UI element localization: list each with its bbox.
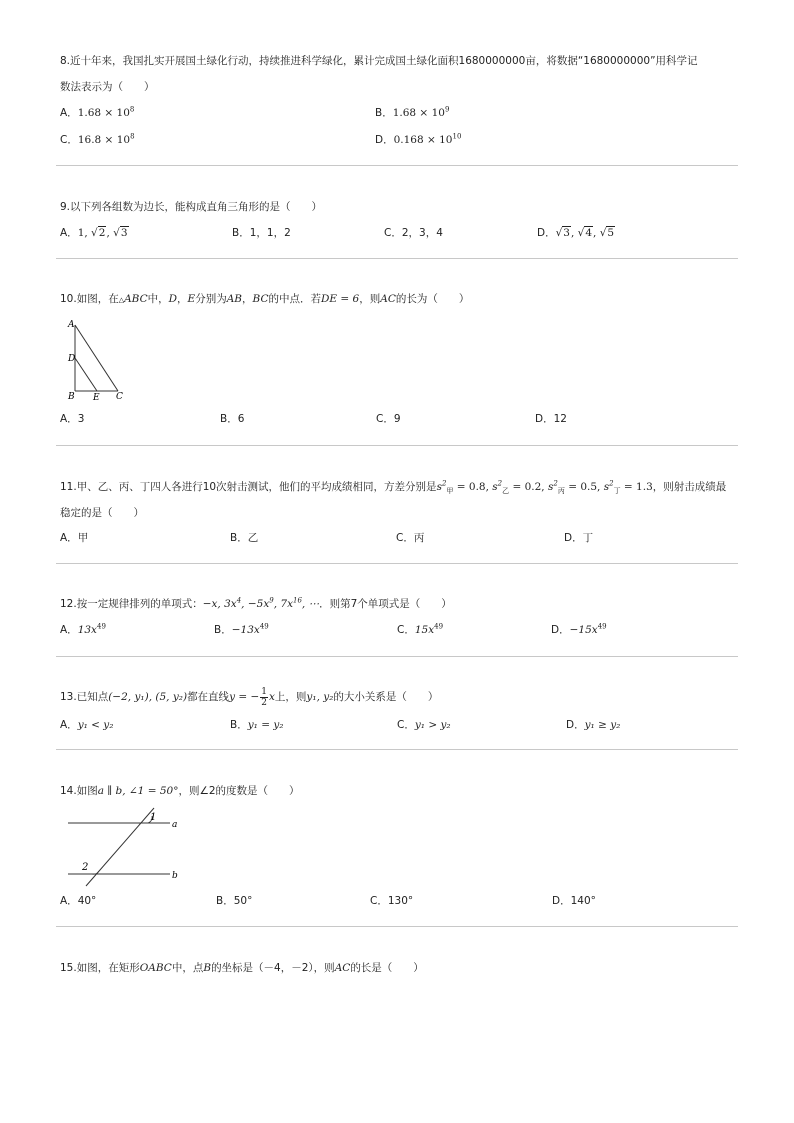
equation: DE = 6 [320,293,360,305]
question-10-option-b[interactable] [220,410,244,428]
option-exponent: 49 [96,622,106,631]
stem-text: 15.如图，在矩形 [60,962,140,974]
line-b-label: b [172,871,178,881]
divider [56,749,738,750]
stem-text: 都在直线 [187,691,230,703]
option-exponent: 10 [452,132,462,141]
question-15-stem [60,955,424,981]
question-11-option-a[interactable] [60,529,88,547]
option-label: B． [214,624,232,636]
question-14-stem [60,778,300,804]
question-10-option-a[interactable] [60,410,84,428]
sqrt-2: √2, √3 [91,227,128,239]
segment-ac: AC [380,293,396,305]
question-13-option-b[interactable] [230,716,283,734]
question-8-option-c[interactable] [60,131,135,149]
label-a: A [68,320,75,330]
stem-text: 11.甲、乙、丙、丁四人各进行10次射击测试，他们的平均成绩相同，方差分别是 [60,481,437,493]
label-e: E [93,393,100,403]
stem-text: ，则射击成绩最 [652,481,727,493]
option-exponent: 8 [129,105,135,114]
angle-1-label: 1 [150,812,157,823]
option-value: 丙 [413,532,425,544]
option-label: D． [564,532,583,544]
option-value: 130° [387,895,414,907]
option-label: A． [60,107,78,119]
option-label: D． [566,719,585,731]
option-value: 12 [553,413,567,425]
option-value: 9 [393,413,401,425]
question-12-option-c[interactable] [397,621,443,639]
question-13-option-c[interactable] [397,716,451,734]
fraction-half: $\frac{1}{2}$ [261,686,267,708]
stem-text: 12.按一定规律排列的单项式： [60,598,203,610]
question-9-option-c[interactable] [384,224,443,242]
question-9-stem: 9.以下列各组数为边长，能构成直角三角形的是（ ） [60,201,323,213]
option-value: 1.68 × 10 [77,107,130,119]
option-value: 甲 [77,532,89,544]
divider [56,445,738,446]
option-value: 2，3，4 [401,227,443,239]
stem-text: 的长为（ ） [395,293,470,305]
condition: a ∥ b, ∠1 = 50° [97,785,179,797]
option-value: 16.8 × 10 [77,134,131,146]
stem-text: ， [242,293,253,305]
question-14-option-a[interactable] [60,892,96,910]
angle-2-label: 2 [82,862,89,873]
option-label: A． [60,895,78,907]
segment-ac: AC [334,962,351,974]
sqrt-values: √3, √4, √5 [555,227,615,239]
stem-text: 上，则 [274,691,307,703]
option-value: −13x [231,624,260,636]
line-a-label: a [172,820,178,830]
stem-text: 中，点 [171,962,204,974]
option-label: D． [552,895,571,907]
question-8-option-d[interactable] [375,131,461,149]
question-9-option-d[interactable] [537,224,615,242]
option-label: D． [537,227,556,239]
question-10-stem [60,286,469,313]
triangle-symbol: △ [118,296,125,304]
monomial-sequence: −x, $3x^4$, $-5x^9$, $7x^{16}$, ⋯ [202,596,320,610]
rectangle-name: OABC [139,962,172,974]
option-exponent: 49 [597,622,607,631]
line-equation-var: x [269,691,275,703]
option-label: B． [375,107,393,119]
question-12-option-a[interactable] [60,621,106,639]
label-d: D [68,354,76,364]
option-value: 乙 [247,532,259,544]
option-label: A． [60,532,78,544]
option-value: 丁 [582,532,594,544]
option-value: 1.68 × 10 [392,107,445,119]
label-c: C [116,392,123,402]
variance-value: = 0.5, [564,481,604,493]
question-8-option-a[interactable] [60,104,134,122]
stem-text: 的大小关系是（ ） [333,691,439,703]
option-label: A． [60,413,78,425]
question-13-option-a[interactable] [60,716,113,734]
option-label: C． [60,134,78,146]
option-value: 140° [570,895,596,907]
option-label: D． [551,624,570,636]
question-12-stem [60,591,452,617]
variance-b: $s^2_乙$ [492,479,510,496]
question-9-option-a[interactable] [60,224,129,242]
stem-text: 的长是（ ） [350,962,424,974]
question-8-stem-line1: 8.近十年来，我国扎实开展国土绿化行动，持续推进科学绿化，累计完成国土绿化面积1680000000亩，将数据“1680000000”用科学记 [60,55,698,67]
segment-ab: AB [226,293,243,305]
stem-text: ．则第7个单项式是（ ） [319,598,452,610]
question-11-stem-line2: 稳定的是（ ） [60,507,144,519]
stem-text: 14.如图 [60,785,98,797]
option-value: 1, [77,227,92,239]
variance-a: $s^2_甲$ [436,479,454,496]
option-label: B． [220,413,238,425]
option-label: B． [230,719,248,731]
option-value: 15x [414,624,435,636]
option-label: D． [535,413,554,425]
question-11-option-b[interactable] [230,529,258,547]
question-11-option-d[interactable] [564,529,593,547]
option-value: y₁ < y₂ [77,719,114,731]
option-value: 13x [77,624,97,636]
option-value: −15x [569,624,598,636]
option-value: y₁ = y₂ [247,719,284,731]
option-value: 6 [237,413,245,425]
question-14-option-b[interactable] [216,892,252,910]
stem-text: 中， [147,293,169,305]
option-value: 0.168 × 10 [393,134,453,146]
variables: y₁, y₂ [306,691,334,703]
stem-text: 13.已知点 [60,691,109,703]
parallel-lines-figure [66,806,186,888]
option-label: C． [397,624,415,636]
label-b: B [68,392,75,402]
stem-text: 的坐标是（－4，－2），则 [211,962,335,974]
option-label: C． [396,532,414,544]
option-label: A． [60,719,78,731]
triangle-figure [64,316,134,404]
divider [56,258,738,259]
divider [56,165,738,166]
question-11-option-c[interactable] [396,529,424,547]
stem-text: ，则 [359,293,381,305]
option-value: y₁ > y₂ [414,719,451,731]
option-label: C． [376,413,394,425]
triangle-name: ABC [124,293,148,305]
option-label: A． [60,227,78,239]
question-14-option-d[interactable] [552,892,596,910]
option-label: B． [232,227,250,239]
question-11-stem-line1 [60,474,726,500]
variance-value: = 0.8, [453,481,493,493]
stem-text: 的中点．若 [268,293,321,305]
question-13-stem [60,684,438,710]
stem-text: ，则∠2的度数是（ ） [178,785,300,797]
question-12-option-b[interactable] [214,621,269,639]
question-14-option-c[interactable] [370,892,413,910]
option-label: C． [370,895,388,907]
stem-text: 分别为 [195,293,227,305]
stem-text: ， [177,293,188,305]
option-exponent: 49 [434,622,444,631]
option-label: C． [384,227,402,239]
question-10-option-c[interactable] [376,410,401,428]
stem-text: 10.如图，在 [60,293,119,305]
divider [56,563,738,564]
divider [56,656,738,657]
segment-bc: BC [252,293,269,305]
point-d: D [168,293,178,305]
points: (−2, y₁), (5, y₂) [108,691,188,703]
variance-c: $s^2_丙$ [548,479,565,496]
option-value: 40° [77,895,97,907]
point-e: E [187,293,196,305]
option-label: C． [397,719,415,731]
option-exponent: 49 [259,622,269,631]
question-8-option-b[interactable] [375,104,449,122]
question-9-option-b[interactable] [232,224,291,242]
question-8-stem-line2: 数法表示为（ ） [60,81,155,93]
option-label: A． [60,624,78,636]
option-value: 50° [233,895,253,907]
question-10-option-d[interactable] [535,410,567,428]
variance-value: = 1.3 [620,481,653,493]
variance-value: = 0.2, [509,481,548,493]
option-value: y₁ ≥ y₂ [584,719,621,731]
option-value: 1，1，2 [249,227,291,239]
question-12-option-d[interactable] [551,621,607,639]
divider [56,926,738,927]
option-exponent: 8 [130,132,135,141]
variance-d: $s^2_丁$ [603,479,621,496]
option-exponent: 9 [444,105,450,114]
option-value: 3 [77,413,85,425]
line-equation: y = − [229,691,260,703]
point-b: B [203,962,212,974]
option-label: B． [216,895,234,907]
option-label: B． [230,532,248,544]
question-13-option-d[interactable] [566,716,620,734]
option-label: D． [375,134,394,146]
